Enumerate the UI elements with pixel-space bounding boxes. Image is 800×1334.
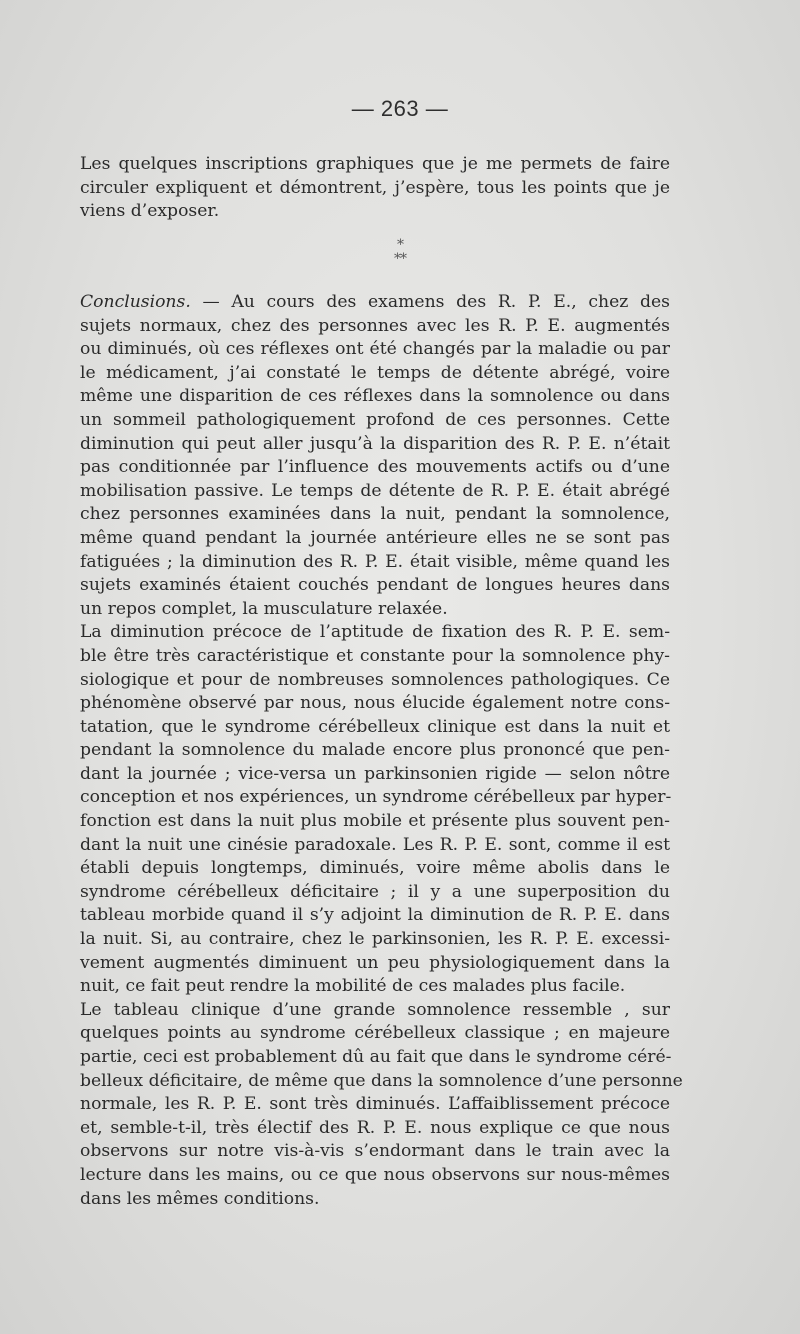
text-line: siologique et pour de nombreuses somnolences pathologiques. Ce [80, 669, 670, 690]
text-line: fatiguées ; la diminution des R. P. E. était visible, même quand les [80, 551, 670, 572]
text-line: Les quelques inscriptions graphiques que je me permets de faire [80, 154, 670, 174]
body-text [80, 291, 683, 1211]
text-line: et, semble-t-il, très électif des R. P. E. nous explique ce que nous [80, 1117, 670, 1138]
text-line: lecture dans les mains, ou ce que nous observons sur nous-mêmes [80, 1164, 670, 1185]
text-line: ou diminués, où ces réflexes ont été changés par la maladie ou par [80, 339, 670, 360]
text-line: nuit, ce fait peut rendre la mobilité de ces malades plus facile. [80, 976, 626, 997]
text-line: tatation, que le syndrome cérébelleux clinique est dans la nuit et [80, 716, 670, 737]
text-line: belleux déficitaire, de même que dans la somnolence d’une personne [80, 1070, 683, 1091]
asterism-bottom: ** [394, 251, 406, 267]
text-line: la nuit. Si, au contraire, chez le parkinsonien, les R. P. E. excessi- [80, 929, 670, 950]
text-line: chez personnes examinées dans la nuit, pendant la somnolence, [80, 504, 670, 525]
text-line: quelques points au syndrome cérébelleux classique ; en majeure [80, 1023, 670, 1044]
text-line: un sommeil pathologiquement profond de ces personnes. Cette [80, 409, 670, 430]
text-line: dant la journée ; vice-versa un parkinsonien rigide — selon nôtre [80, 763, 670, 784]
text-line: viens d’exposer. [80, 201, 220, 222]
text-line: syndrome cérébelleux déficitaire ; il y a une superposition du [80, 881, 670, 902]
text-line: partie, ceci est probablement dû au fait que dans le syndrome céré- [80, 1047, 672, 1067]
text-line: un repos complet, la musculature relaxée. [80, 598, 448, 619]
text-line: observons sur notre vis-à-vis s’endormant dans le train avec la [80, 1141, 670, 1162]
text-line: tableau morbide quand il s’y adjoint la diminution de R. P. E. dans [80, 905, 670, 926]
text-line: dant la nuit une cinésie paradoxale. Les R. P. E. sont, comme il est [80, 834, 670, 855]
text-line: La diminution précoce de l’aptitude de fixation des R. P. E. sem- [80, 622, 670, 643]
text-line: le médicament, j’ai constaté le temps de détente abrégé, voire [80, 362, 670, 383]
text-line [80, 291, 670, 315]
conclusions-heading: Conclusions. [80, 292, 191, 312]
text-line: normale, les R. P. E. sont très diminués. L’affaiblissement précoce [80, 1094, 670, 1115]
text-line: pendant la somnolence du malade encore plus prononcé que pen- [80, 740, 670, 761]
text-line: même une disparition de ces réflexes dans la somnolence ou dans [80, 386, 670, 407]
conclusions-first-line: — Au cours des examens des R. P. E., chez des [190, 292, 670, 312]
text-line: même quand pendant la journée antérieure elles ne se sont pas [80, 527, 670, 548]
text-line: ble être très caractéristique et constante pour la somnolence phy- [80, 645, 670, 666]
text-line: fonction est dans la nuit plus mobile et présente plus souvent pen- [80, 811, 670, 832]
text-line: sujets examinés étaient couchés pendant de longues heures dans [80, 575, 670, 596]
text-line: diminution qui peut aller jusqu’à la disparition des R. P. E. n’était [80, 433, 670, 454]
text-line: mobilisation passive. Le temps de détente de R. P. E. était abrégé [80, 480, 670, 501]
text-line: conception et nos expériences, un syndrome cérébelleux par hyper- [80, 787, 672, 808]
page-number: — 263 — [351, 96, 449, 121]
text-line: sujets normaux, chez des personnes avec les R. P. E. augmentés [80, 315, 670, 336]
text-line: vement augmentés diminuent un peu physiologiquement dans la [80, 952, 670, 973]
text-line: phénomène observé par nous, nous élucide également notre cons- [80, 693, 670, 714]
text-line: dans les mêmes conditions. [80, 1188, 320, 1209]
intro-paragraph [80, 153, 670, 224]
asterism-separator [0, 238, 800, 266]
text-line: Le tableau clinique d’une grande somnolence ressemble , sur [80, 999, 670, 1020]
text-line: établi depuis longtemps, diminués, voire même abolis dans le [80, 858, 670, 879]
text-line: circuler expliquent et démontrent, j’espère, tous les points que je [80, 177, 670, 198]
asterism-top: * [397, 237, 403, 253]
text-line: pas conditionnée par l’influence des mouvements actifs ou d’une [80, 457, 670, 478]
